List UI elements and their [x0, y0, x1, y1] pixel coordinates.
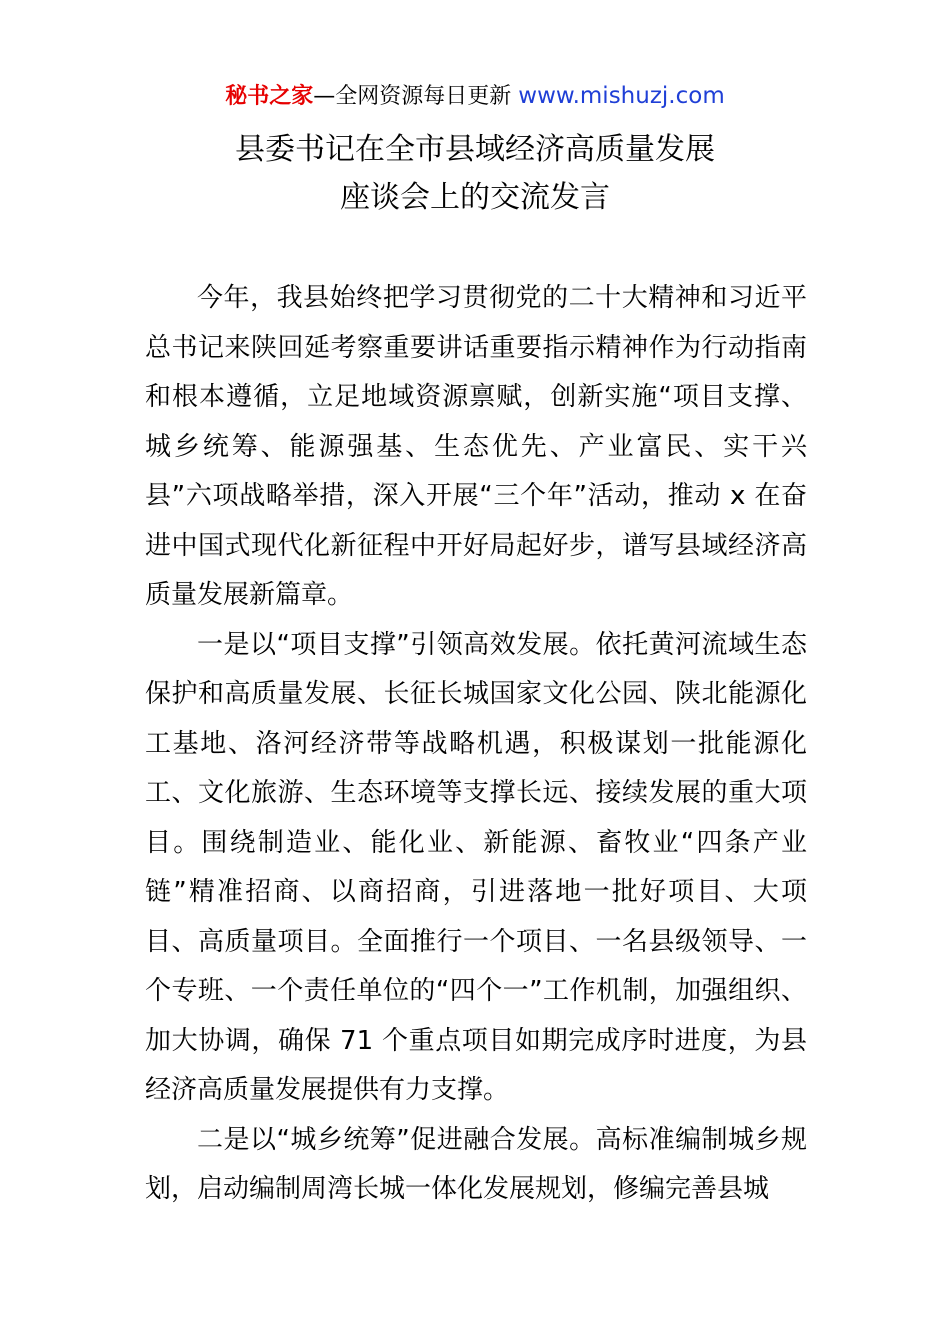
- paragraph-point-2: 二是以“城乡统筹”促进融合发展。高标准编制城乡规划，启动编制周湾长城一体化发展规划，修编完善县城: [145, 1124, 807, 1204]
- paragraph-intro: 今年，我县始终把学习贯彻党的二十大精神和习近平总书记来陕回延考察重要讲话重要指示精神作为行动指南和根本遵循，立足地域资源禀赋，创新实施“项目支撑、城乡统筹、能源强基、生态优先、产业富民、实干兴县”六项战略举措，深入开展“三个年”活动，推动 x 在奋进中国式现代化新征程中开好局起好步，谱写县域经济高质量发展新篇章。: [145, 283, 807, 610]
- title-line-1: 县委书记在全市县域经济高质量发展: [235, 132, 715, 167]
- header-tagline: —全网资源每日更新: [313, 84, 519, 109]
- brand-name: 秘书之家: [225, 84, 314, 109]
- paragraph-point-1: 一是以“项目支撑”引领高效发展。依托黄河流域生态保护和高质量发展、长征长城国家文化公园、陕北能源化工基地、洛河经济带等战略机遇，积极谋划一批能源化工、文化旅游、生态环境等支撑长远、接续发展的重大项目。围绕制造业、能化业、新能源、畜牧业“四条产业链”精准招商、以商招商，引进落地一批好项目、大项目、高质量项目。全面推行一个项目、一名县级领导、一个专班、一个责任单位的“四个一”工作机制，加强组织、加大协调，确保 71 个重点项目如期完成序时进度，为县经济高质量发展提供有力支撑。: [145, 629, 807, 1105]
- title-line-2: 座谈会上的交流发言: [340, 180, 610, 215]
- site-url[interactable]: www.mishuzj.com: [518, 83, 725, 109]
- watermark-header: [0, 80, 950, 113]
- document-title: [0, 126, 950, 222]
- document-body: [145, 274, 807, 1215]
